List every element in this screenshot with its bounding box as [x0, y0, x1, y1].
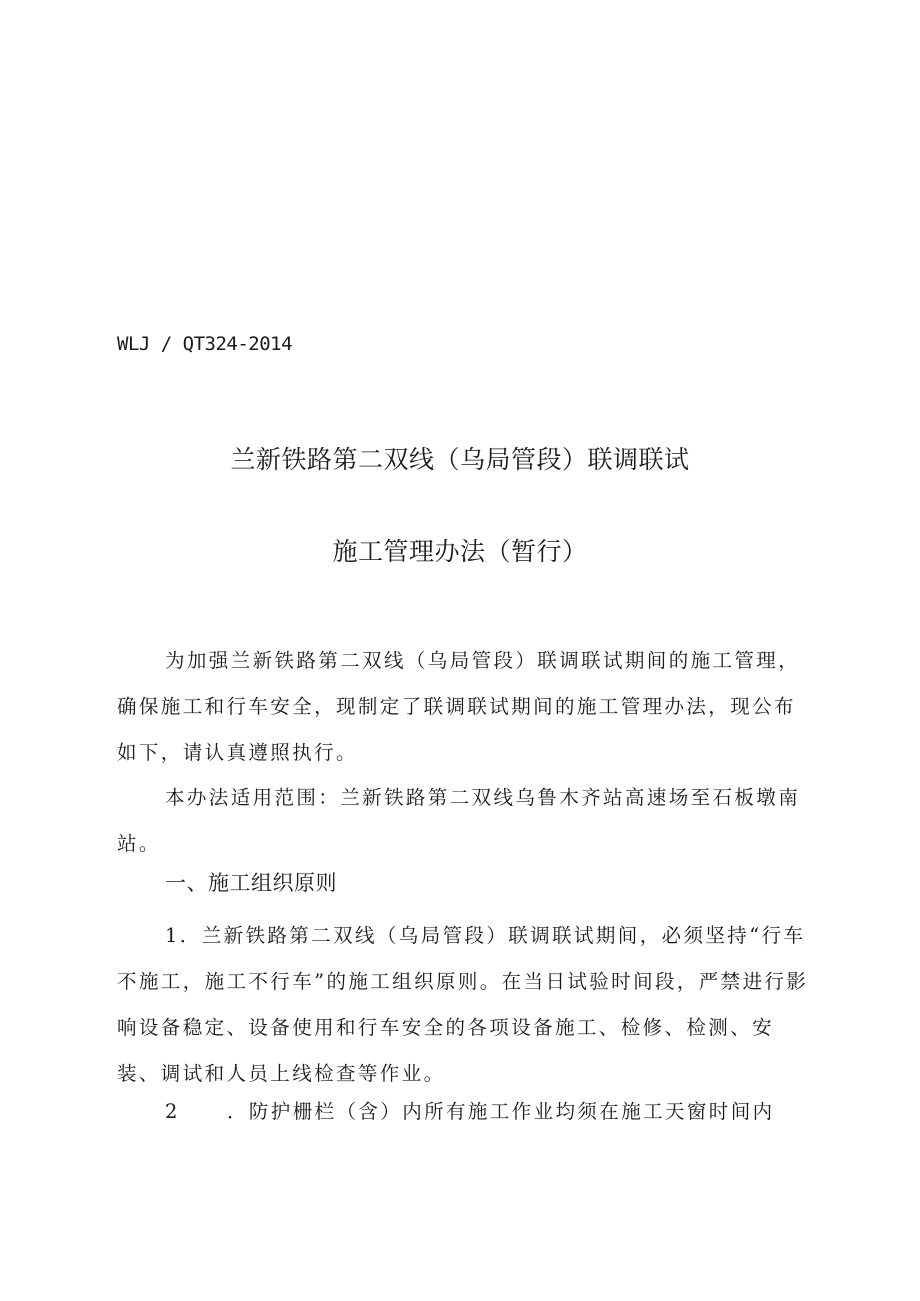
scope-paragraph: 本办法适用范围：兰新铁路第二双线乌鲁木齐站高速场至石板墩南站。 — [117, 786, 801, 855]
list-item-1: 1．兰新铁路第二双线（乌局管段）联调联试期间，必须坚持“行车不施工，施工不行车”的施工组织原则。在当日试验时间段，严禁进行影响设备稳定、设备使用和行车安全的各项设备施工、检修、检测、安装、调试和人员上线检查等作业。 — [117, 924, 809, 1085]
intro-paragraph: 为加强兰新铁路第二双线（乌局管段）联调联试期间的施工管理，确保施工和行车安全，现制定了联调联试期间的施工管理办法，现公布如下，请认真遵照执行。 — [117, 649, 801, 764]
list-item-2-text: ．防护栅栏（含）内所有施工作业均须在施工天窗时间内 — [227, 1100, 775, 1123]
document-title-line-2: 施工管理办法（暂行） — [332, 537, 588, 566]
section-heading-1: 一、施工组织原则 — [165, 871, 337, 895]
document-code: WLJ / QT324-2014 — [117, 333, 293, 355]
document-title-line-1: 兰新铁路第二双线（乌局管段）联调联试 — [230, 445, 690, 474]
list-item-2-number: 2 — [165, 1100, 180, 1123]
list-item-2 — [165, 1096, 775, 1128]
